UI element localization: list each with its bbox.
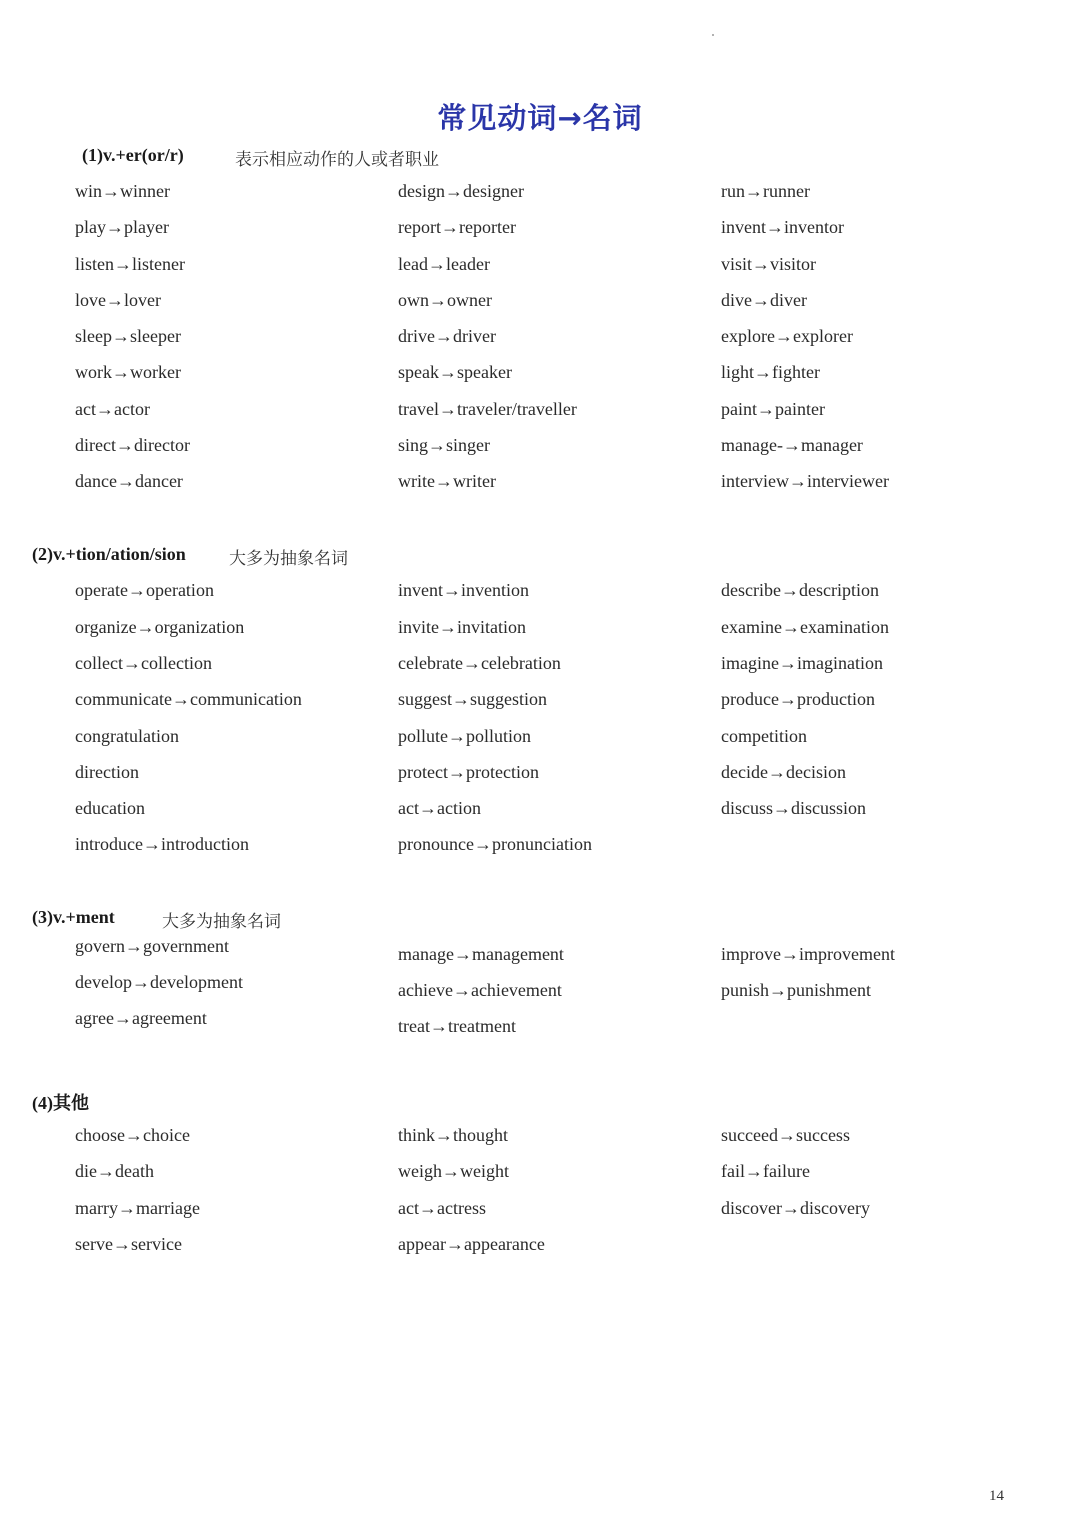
word-pair: speak→speaker — [398, 362, 512, 382]
word-pair: organize→organization — [75, 617, 245, 637]
section-3-label: (3)v.+ment — [32, 907, 115, 927]
section-4-label: (4)其他 — [32, 1093, 89, 1113]
word-pair: achieve→achievement — [398, 980, 562, 1000]
section-2-header — [32, 544, 348, 569]
word-pair: write→writer — [398, 471, 496, 491]
word-pair: manage-→manager — [721, 435, 863, 455]
word-pair: travel→traveler/traveller — [398, 399, 577, 419]
section-1-note: 表示相应动作的人或者职业 — [235, 150, 439, 170]
word-pair: discover→discovery — [721, 1198, 870, 1218]
word-pair: serve→service — [75, 1234, 182, 1254]
word-pair: marry→marriage — [75, 1198, 200, 1218]
word-pair: sing→singer — [398, 435, 490, 455]
word-pair: invent→invention — [398, 580, 529, 600]
word-pair: decide→decision — [721, 762, 846, 782]
word-pair: die→death — [75, 1161, 154, 1181]
word-pair: collect→collection — [75, 653, 212, 673]
word-pair: weigh→weight — [398, 1161, 509, 1181]
word-pair: invite→invitation — [398, 617, 526, 637]
word-pair: protect→protection — [398, 762, 539, 782]
word-pair: education — [75, 798, 145, 818]
word-pair: invent→inventor — [721, 217, 844, 237]
word-pair: play→player — [75, 217, 169, 237]
word-pair: manage→management — [398, 944, 564, 964]
word-pair: suggest→suggestion — [398, 689, 548, 709]
word-pair: design→designer — [398, 181, 524, 201]
word-pair: think→thought — [398, 1125, 509, 1145]
page-title: 常见动词→名词 — [437, 101, 643, 135]
word-pair: operate→operation — [75, 580, 214, 600]
section-3-note: 大多为抽象名词 — [162, 912, 281, 932]
word-pair: govern→government — [75, 936, 229, 956]
section-3-header — [32, 907, 281, 932]
word-pair: discuss→discussion — [721, 798, 867, 818]
word-pair: dance→dancer — [75, 471, 183, 491]
word-pair: interview→interviewer — [721, 471, 889, 491]
word-pair: treat→treatment — [398, 1016, 516, 1036]
stray-dot — [712, 34, 714, 36]
section-2-label: (2)v.+tion/ation/sion — [32, 544, 186, 564]
word-pair: drive→driver — [398, 326, 496, 346]
word-pair: punish→punishment — [721, 980, 872, 1000]
word-pair: direct→director — [75, 435, 190, 455]
word-pair: fail→failure — [721, 1161, 810, 1181]
word-pair: paint→painter — [721, 399, 825, 419]
word-pair: appear→appearance — [398, 1234, 545, 1254]
word-pair: sleep→sleeper — [75, 326, 181, 346]
word-pair: visit→visitor — [721, 254, 817, 274]
word-pair: agree→agreement — [75, 1008, 207, 1028]
word-pair: listen→listener — [75, 254, 185, 274]
word-pair: act→actress — [398, 1198, 486, 1218]
word-pair: own→owner — [398, 290, 492, 310]
word-pair: succeed→success — [721, 1125, 850, 1145]
word-pair: describe→description — [721, 580, 879, 600]
section-1-label: (1)v.+er(or/r) — [82, 145, 184, 165]
word-pair: act→action — [398, 798, 481, 818]
word-pair: produce→production — [721, 689, 875, 709]
word-pair: lead→leader — [398, 254, 490, 274]
section-2-note: 大多为抽象名词 — [229, 549, 348, 569]
word-pair: celebrate→celebration — [398, 653, 561, 673]
word-pair: act→actor — [75, 399, 150, 419]
word-pair: direction — [75, 762, 139, 782]
word-pair: introduce→introduction — [75, 834, 249, 854]
word-pair: win→winner — [75, 181, 170, 201]
section-1-header — [82, 145, 439, 170]
word-pair: love→lover — [75, 290, 161, 310]
word-pair: communicate→communication — [75, 689, 302, 709]
word-pair: pollute→pollution — [398, 726, 531, 746]
word-pair: imagine→imagination — [721, 653, 883, 673]
word-pair: congratulation — [75, 726, 179, 746]
word-pair: examine→examination — [721, 617, 889, 637]
word-pair: explore→explorer — [721, 326, 853, 346]
word-pair: improve→improvement — [721, 944, 895, 964]
page-number: 14 — [989, 1488, 1004, 1504]
word-pair: dive→diver — [721, 290, 807, 310]
word-pair: pronounce→pronunciation — [398, 834, 592, 854]
section-4-header — [32, 1089, 89, 1115]
word-pair: light→fighter — [721, 362, 820, 382]
word-pair: report→reporter — [398, 217, 516, 237]
word-pair: work→worker — [75, 362, 181, 382]
word-pair: run→runner — [721, 181, 810, 201]
word-pair: develop→development — [75, 972, 243, 992]
word-pair: competition — [721, 726, 807, 746]
word-pair: choose→choice — [75, 1125, 190, 1145]
